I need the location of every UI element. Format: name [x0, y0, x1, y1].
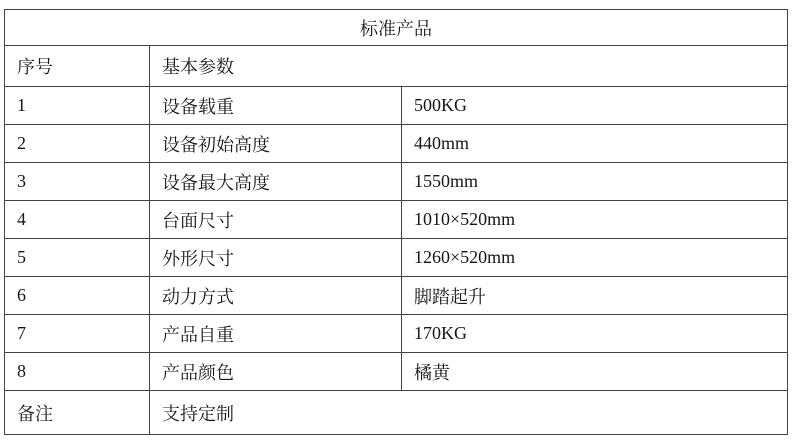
row-value: 1010×520mm — [402, 201, 788, 239]
row-param: 设备最大高度 — [150, 163, 402, 201]
row-value: 1550mm — [402, 163, 788, 201]
table-row-5 — [5, 239, 788, 277]
note-label: 备注 — [5, 391, 150, 435]
header-serial-label: 序号 — [5, 46, 150, 87]
table-row-6 — [5, 277, 788, 315]
row-serial: 8 — [5, 353, 150, 391]
row-param: 设备初始高度 — [150, 125, 402, 163]
row-value: 橘黄 — [402, 353, 788, 391]
note-value: 支持定制 — [150, 391, 788, 435]
table-row-1 — [5, 87, 788, 125]
row-serial: 3 — [5, 163, 150, 201]
row-serial: 1 — [5, 87, 150, 125]
row-value: 1260×520mm — [402, 239, 788, 277]
row-serial: 2 — [5, 125, 150, 163]
row-value: 440mm — [402, 125, 788, 163]
row-serial: 7 — [5, 315, 150, 353]
row-param: 产品自重 — [150, 315, 402, 353]
row-param: 产品颜色 — [150, 353, 402, 391]
product-spec-table — [4, 9, 788, 435]
table-row-8 — [5, 353, 788, 391]
row-value: 170KG — [402, 315, 788, 353]
table-row-2 — [5, 125, 788, 163]
row-param: 外形尺寸 — [150, 239, 402, 277]
row-serial: 6 — [5, 277, 150, 315]
table-row-4 — [5, 201, 788, 239]
table-row-3 — [5, 163, 788, 201]
table-title-row — [5, 10, 788, 46]
table-title: 标准产品 — [5, 10, 788, 46]
table-row-7 — [5, 315, 788, 353]
header-params-label: 基本参数 — [150, 46, 788, 87]
row-serial: 4 — [5, 201, 150, 239]
row-param: 设备载重 — [150, 87, 402, 125]
row-value: 脚踏起升 — [402, 277, 788, 315]
row-serial: 5 — [5, 239, 150, 277]
row-value: 500KG — [402, 87, 788, 125]
row-param: 动力方式 — [150, 277, 402, 315]
table-note-row — [5, 391, 788, 435]
table-header-row — [5, 46, 788, 87]
row-param: 台面尺寸 — [150, 201, 402, 239]
